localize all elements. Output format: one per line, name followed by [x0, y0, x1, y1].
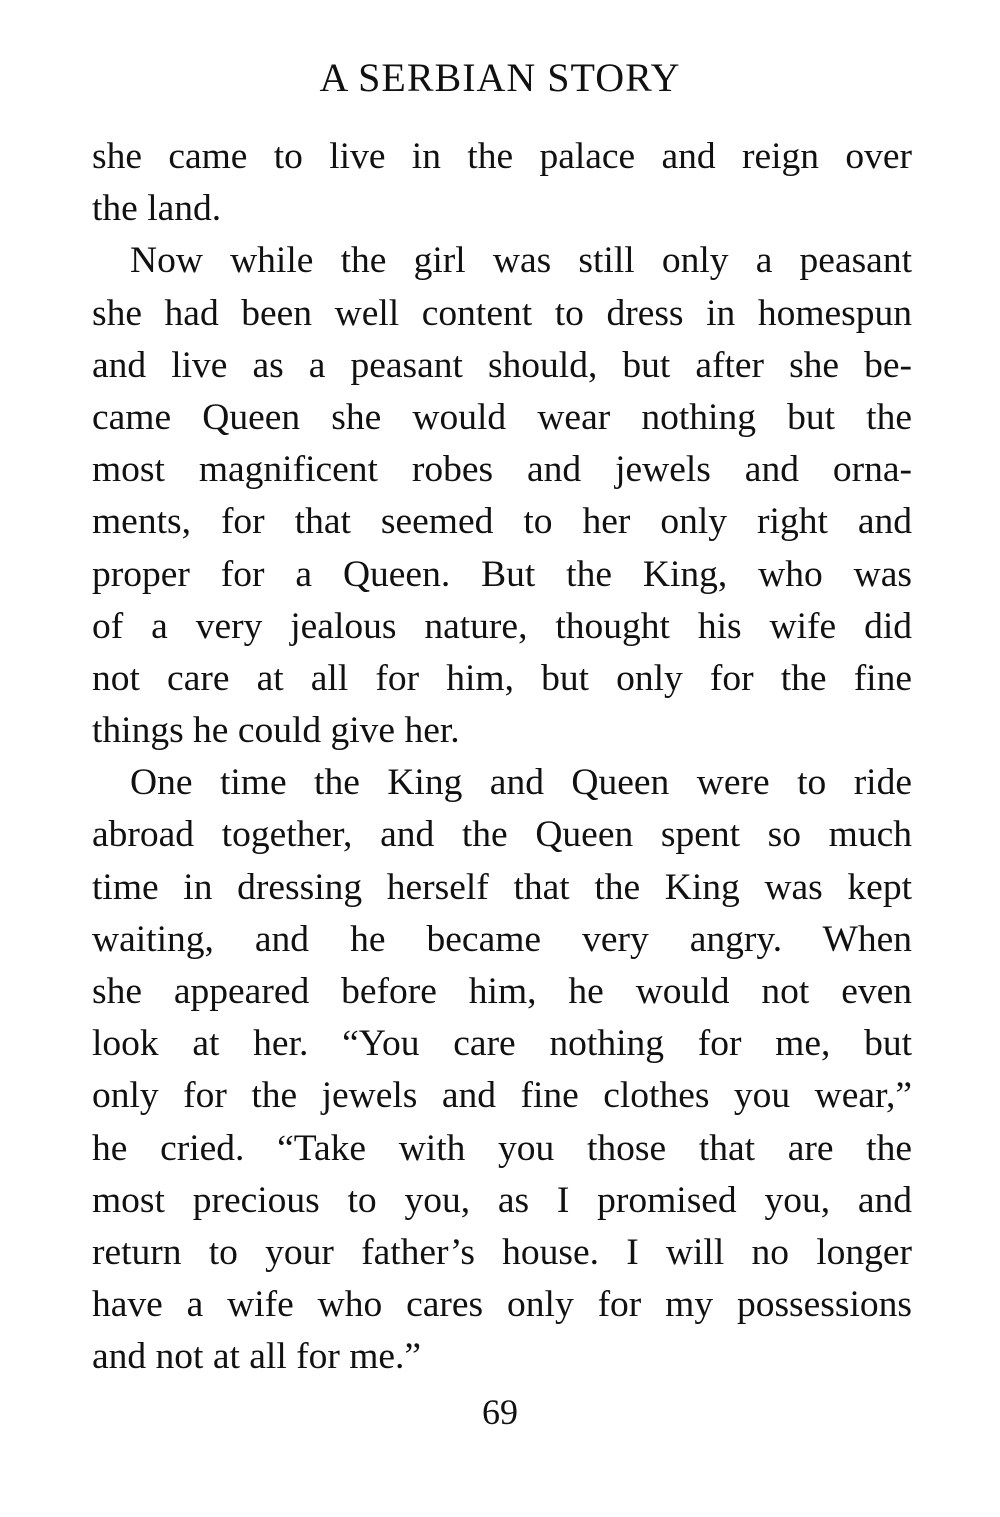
text-line: things he could give her.	[92, 710, 460, 752]
text-line: waiting, and he became very angry. When	[92, 918, 912, 960]
text-line: of a very jealous nature, thought his wife did	[92, 605, 912, 647]
text-line: not care at all for him, but only for the fine	[92, 657, 912, 699]
text-line: he cried. “Take with you those that are the	[92, 1127, 912, 1169]
text-line: most precious to you, as I promised you, and	[92, 1179, 912, 1221]
text-line: most magnificent robes and jewels and orna-	[92, 449, 912, 491]
text-line: Now while the girl was still only a peasant	[130, 240, 912, 282]
text-line: and live as a peasant should, but after she be-	[92, 344, 912, 386]
running-head: A SERBIAN STORY	[319, 55, 681, 100]
text-line: One time the King and Queen were to ride	[130, 762, 912, 804]
text-line: came Queen she would wear nothing but the	[92, 396, 912, 438]
text-line: she came to live in the palace and reign over	[92, 136, 912, 177]
text-line: have a wife who cares only for my possessions	[92, 1284, 912, 1326]
text-line: look at her. “You care nothing for me, but	[92, 1023, 912, 1065]
text-line: she appeared before him, he would not even	[92, 971, 912, 1012]
text-line: time in dressing herself that the King was kept	[92, 866, 912, 908]
text-line: abroad together, and the Queen spent so much	[92, 814, 912, 856]
page-number: 69	[482, 1392, 518, 1432]
text-line: proper for a Queen. But the King, who was	[92, 553, 912, 595]
text-line: the land.	[92, 188, 222, 230]
text-line: only for the jewels and fine clothes you wear,”	[92, 1075, 912, 1117]
body-text	[92, 131, 912, 1384]
text-line: and not at all for me.”	[92, 1336, 422, 1378]
text-line: return to your father’s house. I will no longer	[92, 1231, 912, 1273]
text-line: she had been well content to dress in homespun	[92, 292, 912, 334]
text-line: ments, for that seemed to her only right and	[92, 501, 912, 543]
